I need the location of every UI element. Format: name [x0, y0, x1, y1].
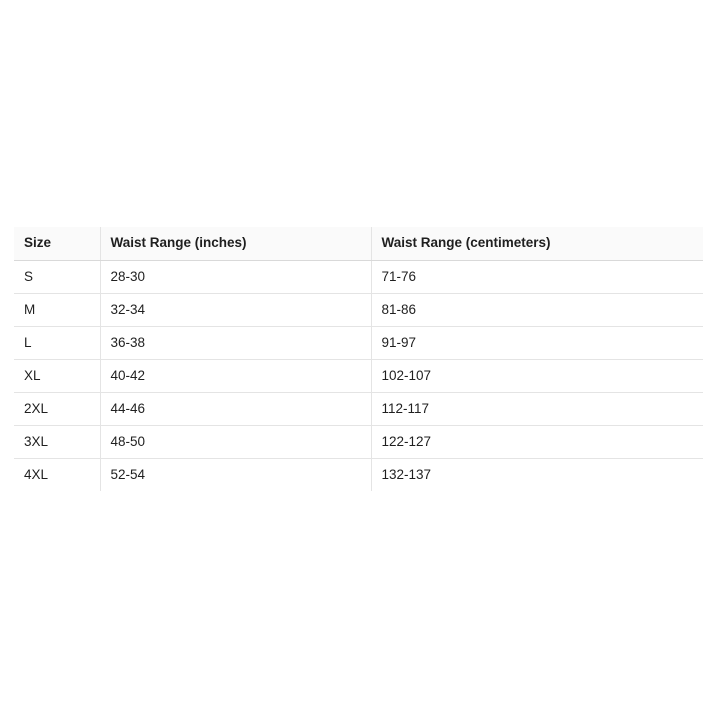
table-row	[14, 260, 703, 293]
cell-size: L	[14, 326, 100, 359]
cell-size: S	[14, 260, 100, 293]
table-row	[14, 425, 703, 458]
cell-waist-inches: 32-34	[100, 293, 371, 326]
cell-waist-centimeters: 102-107	[371, 359, 703, 392]
cell-waist-inches: 40-42	[100, 359, 371, 392]
header-size: Size	[14, 227, 100, 260]
table-row	[14, 392, 703, 425]
cell-waist-inches: 28-30	[100, 260, 371, 293]
header-waist-centimeters: Waist Range (centimeters)	[371, 227, 703, 260]
cell-size: 4XL	[24, 466, 49, 482]
cell-waist-inches: 52-54	[100, 458, 371, 491]
cell-size: 3XL	[14, 425, 100, 458]
cell-waist-centimeters: 71-76	[371, 260, 703, 293]
header-row	[14, 227, 703, 260]
table-header	[14, 227, 703, 260]
table-row	[14, 359, 703, 392]
cell-waist-centimeters: 91-97	[371, 326, 703, 359]
table-row	[14, 293, 703, 326]
cell-waist-centimeters: 132-137	[371, 458, 703, 491]
cell-waist-inches: 44-46	[100, 392, 371, 425]
cell-size: M	[14, 293, 100, 326]
size-chart-table	[14, 227, 703, 491]
table-body	[14, 260, 703, 491]
table-row	[14, 326, 703, 359]
cell-waist-inches: 36-38	[100, 326, 371, 359]
cell-waist-centimeters: 112-117	[371, 392, 703, 425]
cell-size: XL	[14, 359, 100, 392]
table-row	[14, 458, 703, 491]
cell-waist-inches: 48-50	[100, 425, 371, 458]
header-waist-inches: Waist Range (inches)	[100, 227, 371, 260]
cell-size: 2XL	[14, 392, 100, 425]
cell-waist-centimeters: 122-127	[371, 425, 703, 458]
cell-waist-centimeters: 81-86	[371, 293, 703, 326]
